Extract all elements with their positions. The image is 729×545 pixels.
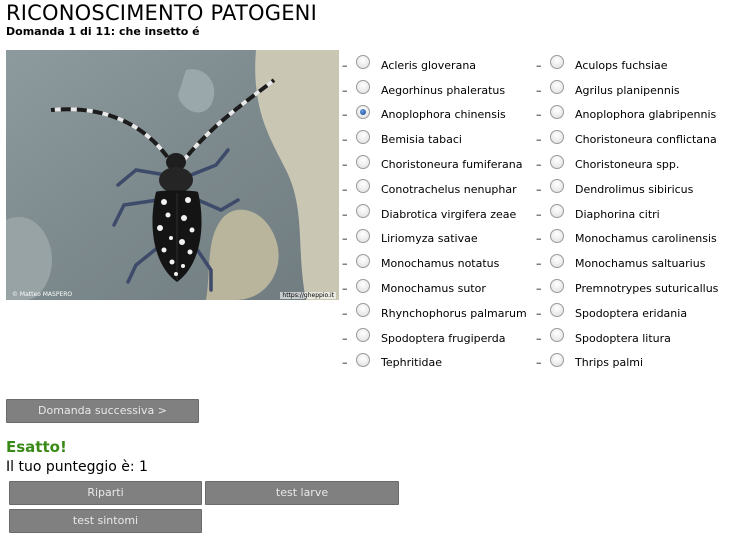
- answer-radio[interactable]: [550, 130, 564, 144]
- options-column-2: [535, 53, 718, 375]
- answer-radio[interactable]: [356, 179, 370, 193]
- answer-label: Anoplophora glabripennis: [575, 108, 717, 122]
- answer-radio[interactable]: [356, 130, 370, 144]
- answer-radio[interactable]: [550, 279, 564, 293]
- insect-photo: [6, 50, 339, 300]
- answer-radio[interactable]: [356, 155, 370, 169]
- answer-radio[interactable]: [356, 55, 370, 69]
- answer-option[interactable]: [341, 177, 527, 202]
- answer-radio[interactable]: [356, 353, 370, 367]
- option-dash: –: [536, 257, 542, 271]
- option-dash: –: [536, 158, 542, 172]
- answer-radio[interactable]: [356, 80, 370, 94]
- answer-label: Aegorhinus phaleratus: [381, 83, 506, 97]
- answer-radio[interactable]: [356, 303, 370, 317]
- answer-option[interactable]: [341, 127, 527, 152]
- photo-credit: © Matteo MASPERO: [12, 291, 73, 298]
- answer-option[interactable]: [341, 103, 527, 128]
- answer-label: Conotrachelus nenuphar: [381, 182, 517, 196]
- answer-option[interactable]: [341, 326, 527, 351]
- photo-url: https://gheppio.it: [282, 292, 334, 299]
- option-dash: –: [342, 108, 348, 122]
- option-dash: –: [536, 232, 542, 246]
- answer-radio[interactable]: [356, 254, 370, 268]
- page-title: RICONOSCIMENTO PATOGENI: [6, 1, 317, 25]
- answer-radio[interactable]: [550, 303, 564, 317]
- score-text: Il tuo punteggio è: 1: [6, 459, 148, 475]
- answer-radio[interactable]: [356, 105, 370, 119]
- answer-option[interactable]: [535, 202, 718, 227]
- answer-label: Spodoptera frugiperda: [381, 331, 506, 345]
- answer-radio[interactable]: [550, 55, 564, 69]
- result-status: Esatto!: [6, 438, 67, 456]
- option-dash: –: [536, 207, 542, 221]
- option-dash: –: [342, 83, 348, 97]
- option-dash: –: [342, 182, 348, 196]
- option-dash: –: [342, 331, 348, 345]
- answer-radio[interactable]: [550, 254, 564, 268]
- answer-option[interactable]: [341, 301, 527, 326]
- option-dash: –: [342, 232, 348, 246]
- answer-option[interactable]: [341, 227, 527, 252]
- answer-option[interactable]: [535, 326, 718, 351]
- answer-option[interactable]: [535, 301, 718, 326]
- option-dash: –: [536, 282, 542, 296]
- answer-label: Spodoptera eridania: [575, 306, 688, 320]
- option-dash: –: [342, 207, 348, 221]
- answer-label: Spodoptera litura: [575, 331, 671, 345]
- answer-radio[interactable]: [550, 80, 564, 94]
- restart-button[interactable]: Riparti: [9, 481, 202, 505]
- option-dash: –: [536, 108, 542, 122]
- answer-radio[interactable]: [550, 155, 564, 169]
- answer-radio[interactable]: [550, 229, 564, 243]
- answer-label: Monochamus saltuarius: [575, 257, 706, 271]
- answer-option[interactable]: [341, 78, 527, 103]
- answer-radio[interactable]: [550, 353, 564, 367]
- answer-option[interactable]: [535, 127, 718, 152]
- answer-option[interactable]: [535, 227, 718, 252]
- question-counter: Domanda 1 di 11: che insetto é: [6, 25, 200, 38]
- answer-option[interactable]: [535, 53, 718, 78]
- answer-option[interactable]: [341, 351, 527, 376]
- option-dash: –: [536, 83, 542, 97]
- answer-label: Agrilus planipennis: [575, 83, 680, 97]
- answer-option[interactable]: [535, 251, 718, 276]
- answer-option[interactable]: [535, 78, 718, 103]
- option-dash: –: [536, 331, 542, 345]
- answer-option[interactable]: [535, 276, 718, 301]
- answer-option[interactable]: [341, 202, 527, 227]
- option-dash: –: [536, 133, 542, 147]
- answer-option[interactable]: [341, 251, 527, 276]
- option-dash: –: [536, 306, 542, 320]
- answer-label: Aculops fuchsiae: [575, 58, 668, 72]
- answer-option[interactable]: [341, 152, 527, 177]
- option-dash: –: [342, 158, 348, 172]
- answer-radio[interactable]: [356, 279, 370, 293]
- answer-label: Rhynchophorus palmarum: [381, 306, 527, 320]
- options-column-1: [341, 53, 527, 375]
- answer-label: Choristoneura fumiferana: [381, 158, 523, 172]
- answer-option[interactable]: [341, 53, 527, 78]
- answer-label: Diabrotica virgifera zeae: [381, 207, 517, 221]
- answer-label: Premnotrypes suturicallus: [575, 282, 719, 296]
- option-dash: –: [342, 306, 348, 320]
- answer-radio[interactable]: [550, 204, 564, 218]
- answer-label: Thrips palmi: [575, 356, 644, 370]
- answer-option[interactable]: [535, 103, 718, 128]
- answer-radio[interactable]: [550, 179, 564, 193]
- option-dash: –: [342, 133, 348, 147]
- answer-option[interactable]: [341, 276, 527, 301]
- answer-option[interactable]: [535, 351, 718, 376]
- answer-label: Choristoneura spp.: [575, 158, 680, 172]
- answer-label: Tephritidae: [381, 356, 443, 370]
- answer-label: Dendrolimus sibiricus: [575, 182, 694, 196]
- option-dash: –: [342, 356, 348, 370]
- option-dash: –: [342, 58, 348, 72]
- test-sintomi-button[interactable]: test sintomi: [9, 509, 202, 533]
- beetle-illustration: [6, 50, 339, 300]
- answer-label: Monochamus carolinensis: [575, 232, 717, 246]
- answer-label: Liriomyza sativae: [381, 232, 478, 246]
- option-dash: –: [342, 257, 348, 271]
- option-dash: –: [536, 182, 542, 196]
- answer-option[interactable]: [535, 152, 718, 177]
- option-dash: –: [536, 356, 542, 370]
- answer-radio[interactable]: [356, 229, 370, 243]
- test-larve-button[interactable]: test larve: [205, 481, 399, 505]
- answer-label: Diaphorina citri: [575, 207, 660, 221]
- option-dash: –: [536, 58, 542, 72]
- answer-label: Choristoneura conflictana: [575, 133, 717, 147]
- answer-label: Monochamus notatus: [381, 257, 500, 271]
- answer-label: Anoplophora chinensis: [381, 108, 506, 122]
- answer-label: Bemisia tabaci: [381, 133, 462, 147]
- answer-radio[interactable]: [356, 328, 370, 342]
- answer-radio[interactable]: [550, 328, 564, 342]
- answer-label: Acleris gloverana: [381, 58, 477, 72]
- answer-label: Monochamus sutor: [381, 282, 486, 296]
- answer-radio[interactable]: [356, 204, 370, 218]
- option-dash: –: [342, 282, 348, 296]
- next-question-button[interactable]: Domanda successiva >: [6, 399, 199, 423]
- answer-option[interactable]: [535, 177, 718, 202]
- answer-radio[interactable]: [550, 105, 564, 119]
